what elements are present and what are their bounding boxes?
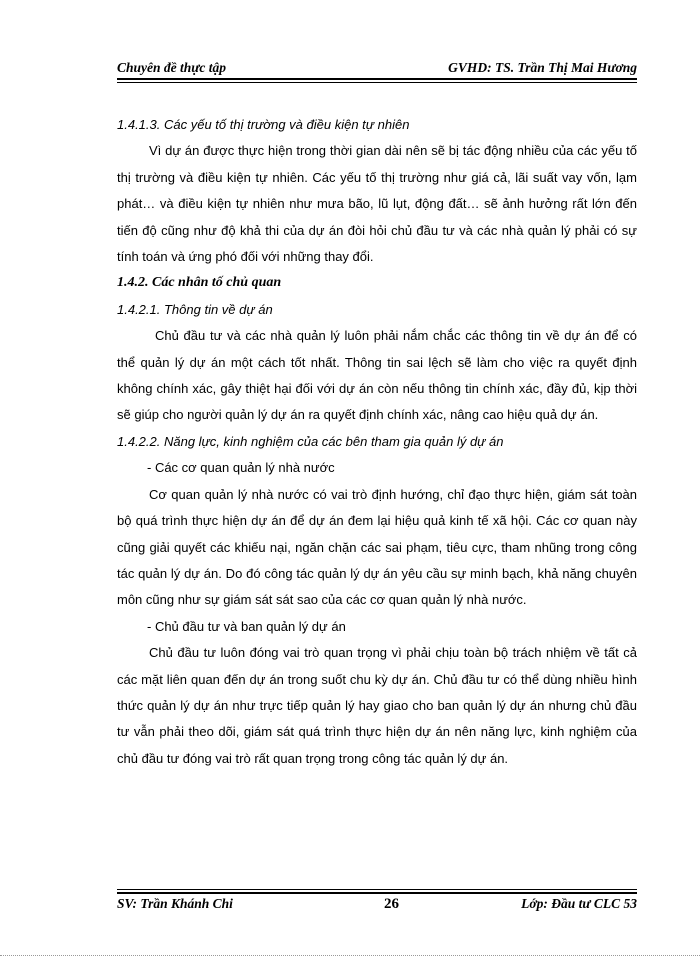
- header-course-title: Chuyên đề thực tập: [117, 60, 226, 75]
- document-body: [117, 112, 637, 772]
- page-number: 26: [384, 896, 399, 912]
- section-heading-1421: 1.4.2.1. Thông tin về dự án: [117, 301, 273, 317]
- paragraph: Vì dự án được thực hiện trong thời gian dài nên sẽ bị tác động nhiều của các yếu tố thị trường và điều kiện tự nhiên. Các yếu tố thị trường như giá cả, lãi suất vay vốn, lạm phát… và điều kiện tự nhiên như mưa bão, lũ lụt, động đất… sẽ ảnh hưởng rất lớn đến tiến độ cũng như độ khả thi của dự án đòi hỏi chủ đầu tư và các nhà quản lý phải có sự tính toán và ứng phó đối với những thay đổi.: [117, 143, 637, 265]
- paragraph: Chủ đầu tư luôn đóng vai trò quan trọng vì phải chịu toàn bộ trách nhiệm về tất cả các mặt liên quan đến dự án trong suốt chu kỳ dự án. Chủ đầu tư có thể dùng nhiều hình thức quản lý dự án như trực tiếp quản lý hay giao cho ban quản lý dự án nhưng chủ đầu tư vẫn phải theo dõi, giám sát quá trình thực hiện dự án nên năng lực, kinh nghiệm của chủ đầu tư đóng vai trò rất quan trọng trong công tác quản lý dự án.: [117, 645, 637, 766]
- section-heading-1422: 1.4.2.2. Năng lực, kinh nghiệm của các bên tham gia quản lý dự án: [117, 433, 504, 449]
- footer-student: SV: Trần Khánh Chi: [117, 896, 233, 911]
- footer-divider-thin: [117, 889, 637, 890]
- footer-divider: [117, 892, 637, 894]
- header-divider: [117, 78, 637, 80]
- list-item: - Các cơ quan quản lý nhà nước: [147, 460, 335, 476]
- page-footer: [117, 896, 637, 918]
- paragraph: Cơ quan quản lý nhà nước có vai trò định hướng, chỉ đạo thực hiện, giám sát toàn bộ quá trình thực hiện dự án để dự án đem lại hiệu quả kinh tế xã hội. Các cơ quan này cũng giải quyết các khiếu nại, ngăn chặn các sai phạm, tiêu cực, tham nhũng trong công tác quản lý dự án. Do đó công tác quản lý dự án yêu cầu sự minh bạch, khả năng chuyên môn cũng như sự giám sát sát sao của các cơ quan quản lý nhà nước.: [117, 486, 637, 608]
- footer-class: Lớp: Đầu tư CLC 53: [521, 896, 637, 911]
- section-heading-142: 1.4.2. Các nhân tố chủ quan: [117, 275, 282, 291]
- page-boundary: [0, 955, 700, 956]
- section-heading-1413: 1.4.1.3. Các yếu tố thị trường và điều kiện tự nhiên: [117, 117, 410, 132]
- header-supervisor: GVHD: TS. Trần Thị Mai Hương: [448, 60, 637, 75]
- paragraph: Chủ đầu tư và các nhà quản lý luôn phải nắm chắc các thông tin về dự án để có thể quản lý dự án một cách tốt nhất. Thông tin sai lệch sẽ làm cho việc ra quyết định không chính xác, gây thiệt hại đối với dự án còn nếu thông tin chính xác, đầy đủ, kịp thời sẽ giúp cho người quản lý dự án ra quyết định chính xác, nâng cao hiệu quả dự án.: [117, 328, 637, 423]
- list-item: - Chủ đầu tư và ban quản lý dự án: [147, 618, 346, 634]
- header-divider-thin: [117, 82, 637, 83]
